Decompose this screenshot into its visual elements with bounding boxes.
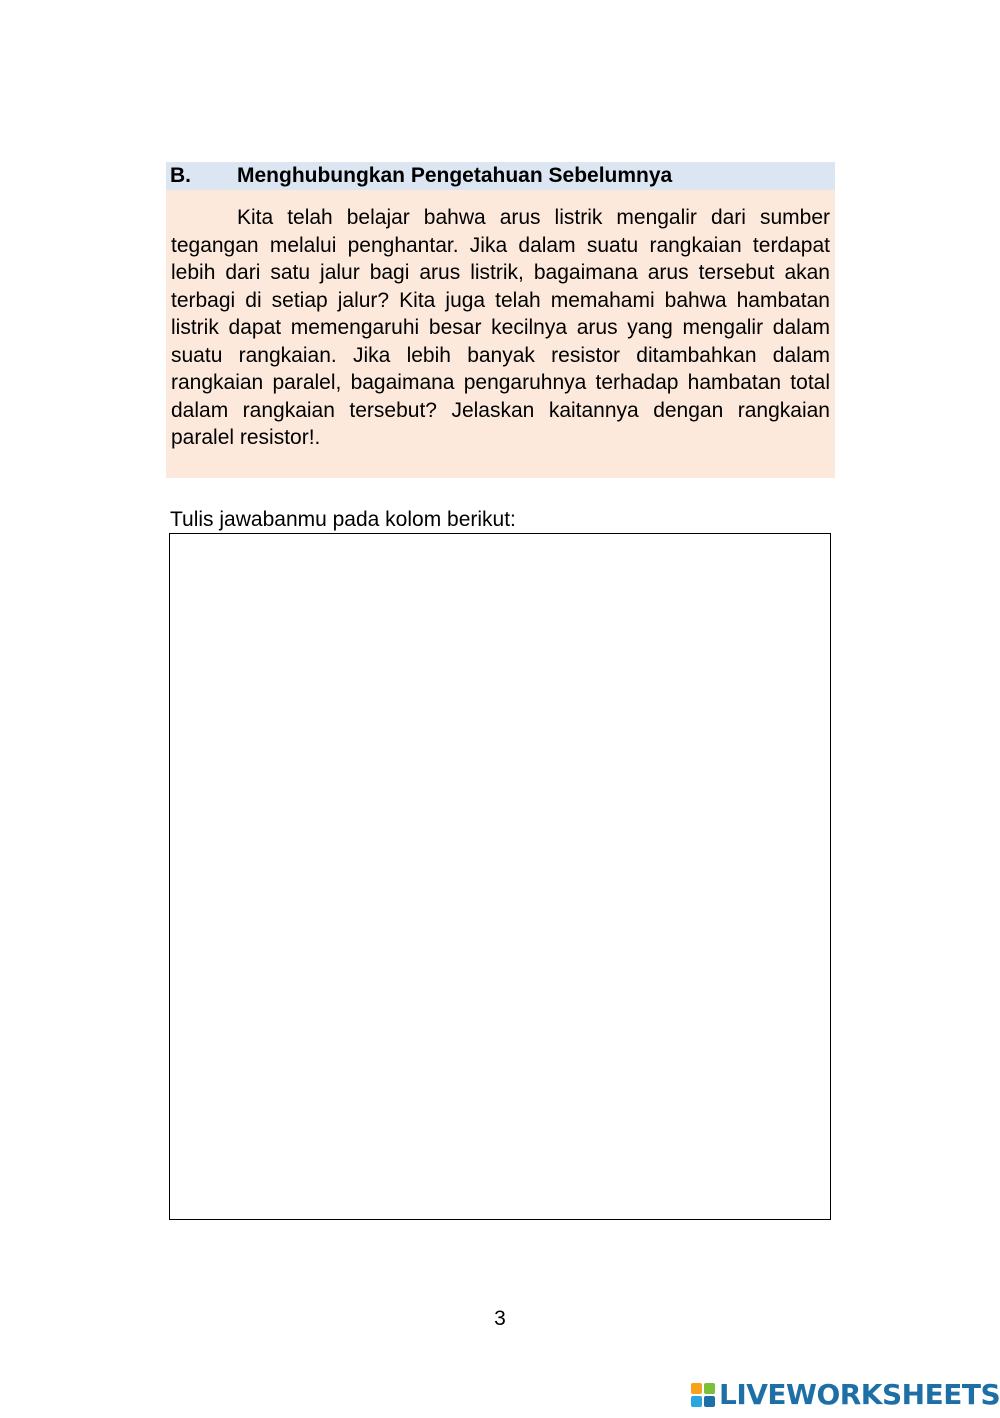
- liveworksheets-wordmark: LIVEWORKSHEETS: [719, 1378, 1000, 1411]
- section-header: [166, 162, 835, 190]
- section-number: B.: [170, 164, 191, 187]
- section-body: [166, 190, 835, 478]
- page-number: 3: [494, 1307, 506, 1330]
- section-paragraph: Kita telah belajar bahwa arus listrik mengalir dari sumber tegangan melalui penghantar. Jika dalam suatu rangkaian terdapat lebih dari satu jalur bagi arus listrik, bagaimana arus tersebut akan terbagi di setiap jalur? Kita juga telah memahami bahwa hambatan listrik dapat memengaruhi besar kecilnya arus yang mengalir dalam suatu rangkaian. Jika lebih banyak resistor ditambahkan dalam rangkaian paralel, bagaimana pengaruhnya terhadap hambatan total dalam rangkaian tersebut? Jelaskan kaitannya dengan rangkaian paralel resistor!.: [171, 206, 830, 449]
- answer-prompt: Tulis jawabanmu pada kolom berikut:: [170, 508, 516, 531]
- section-title: Menghubungkan Pengetahuan Sebelumnya: [237, 164, 673, 187]
- answer-textarea[interactable]: [169, 533, 831, 1220]
- liveworksheets-brand[interactable]: [690, 1378, 1000, 1412]
- liveworksheets-logo-icon: [690, 1382, 716, 1408]
